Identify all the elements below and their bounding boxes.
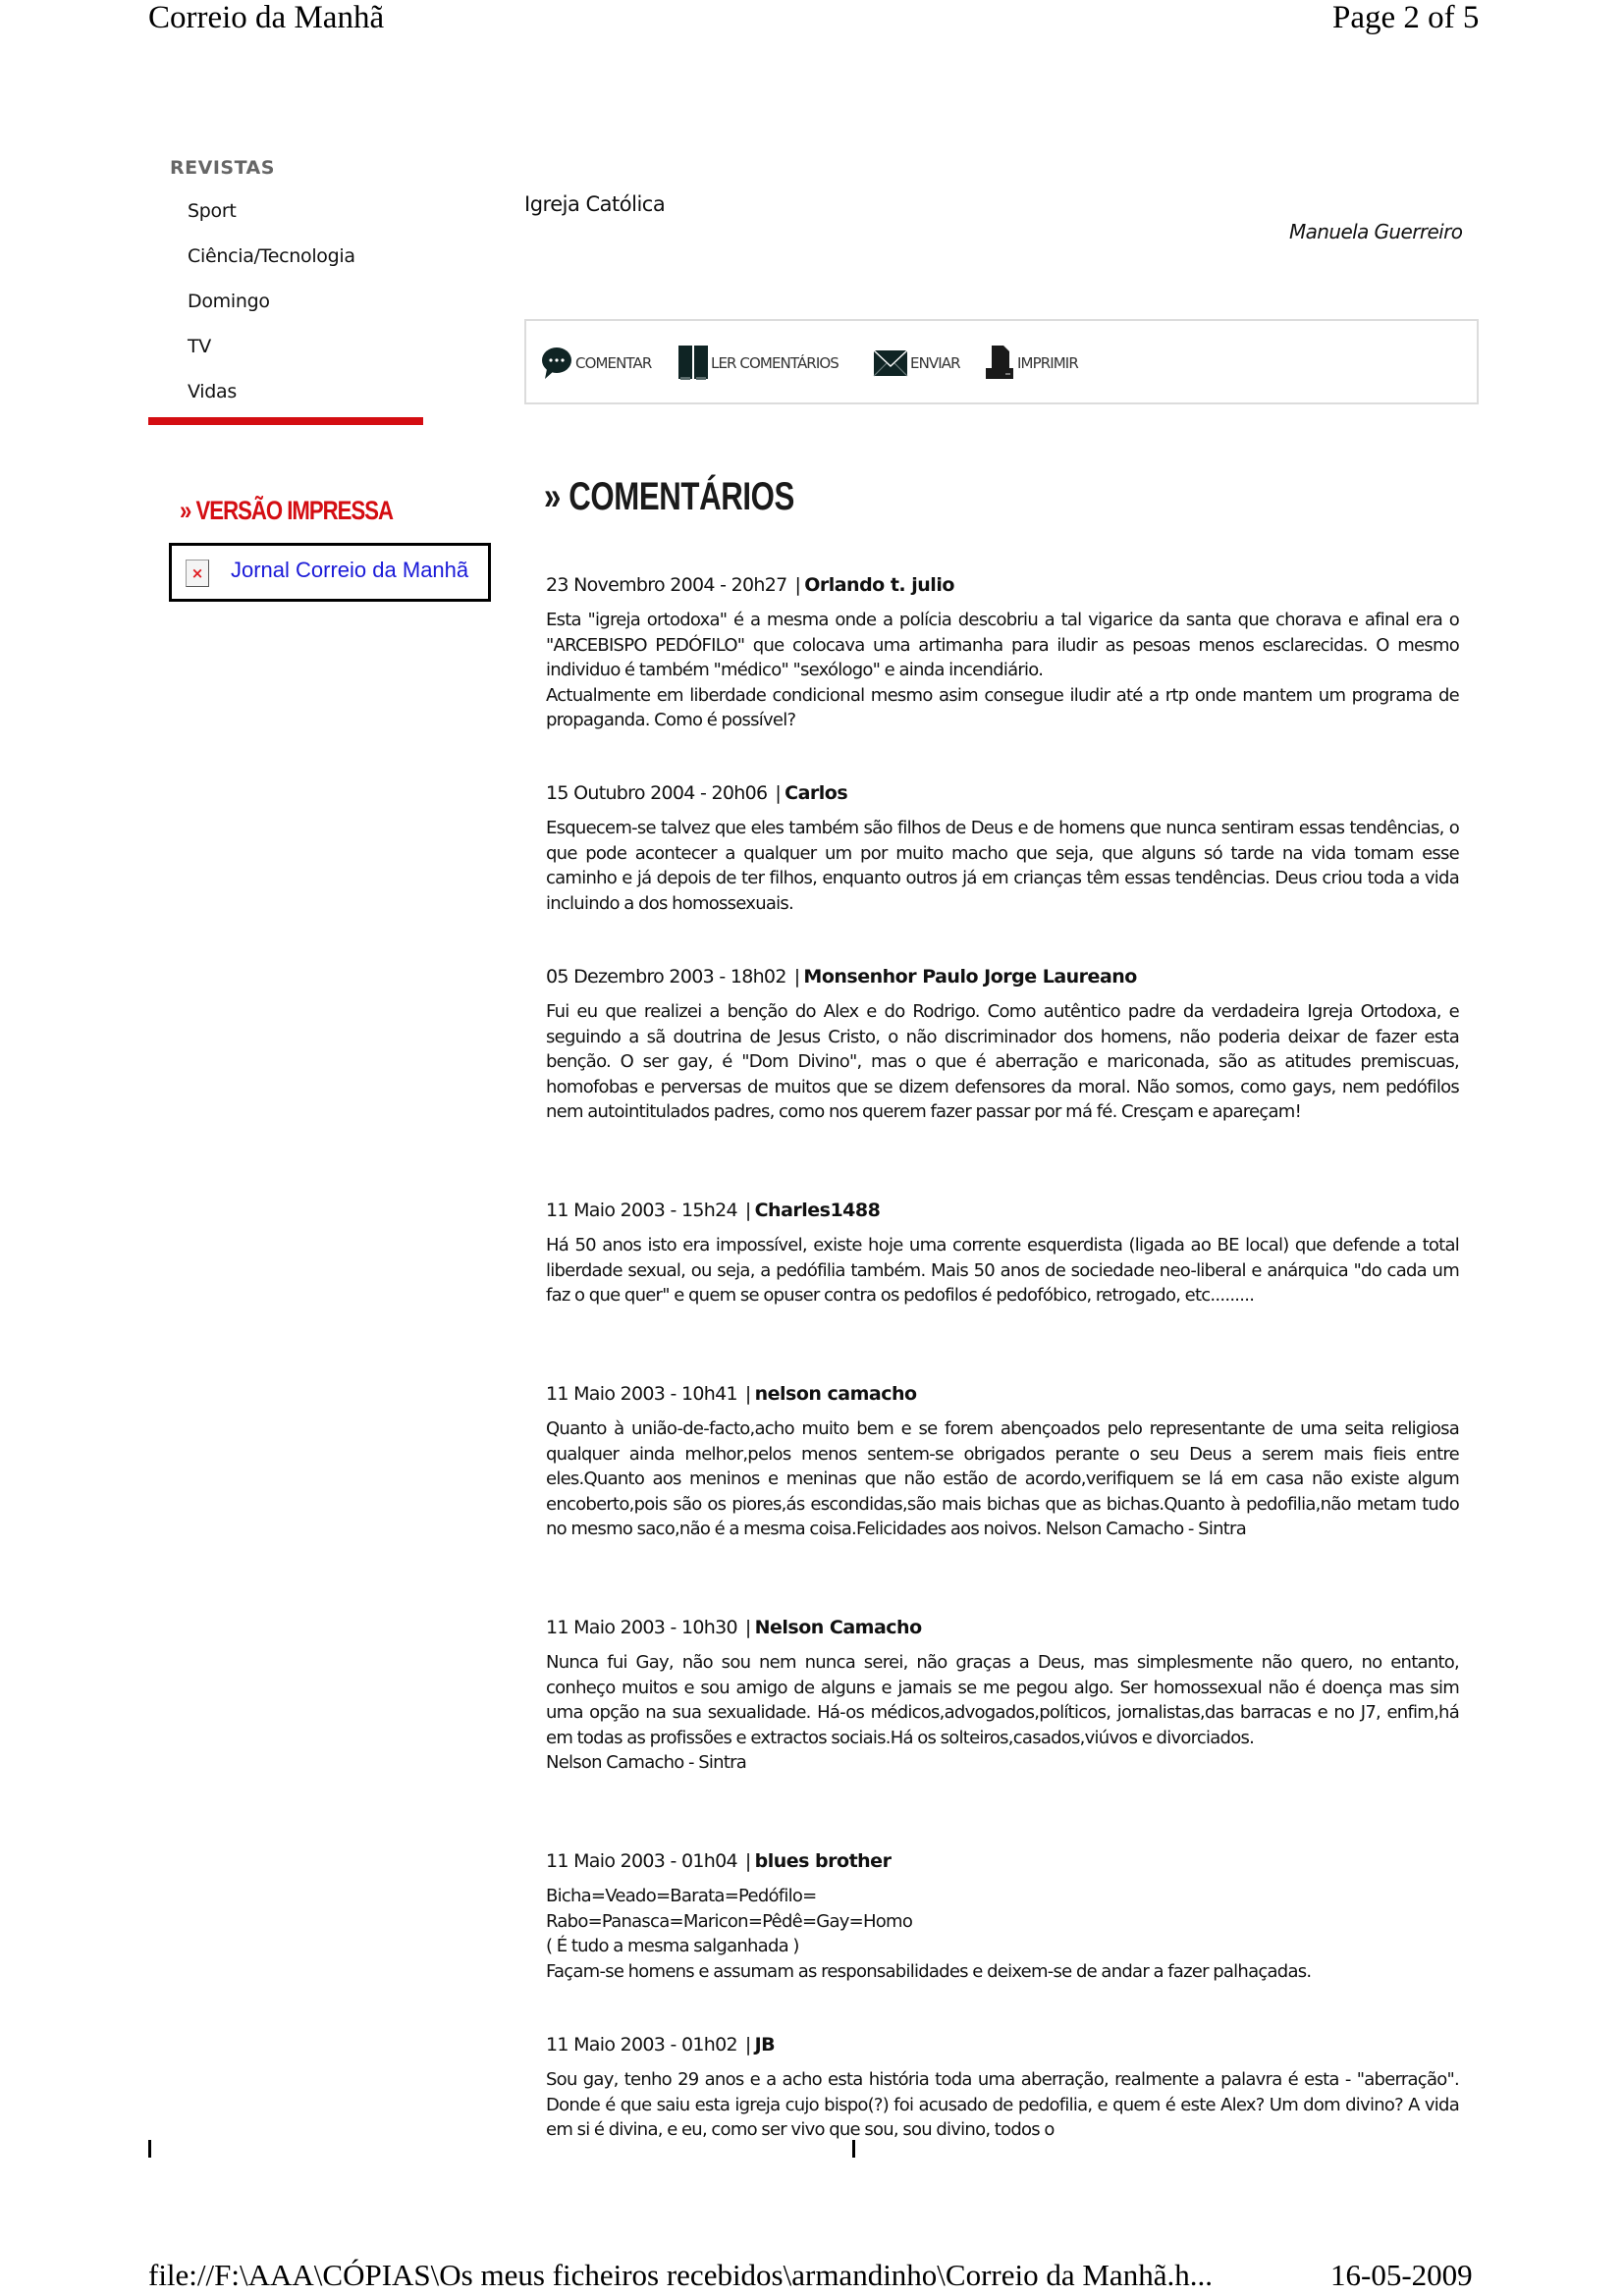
comentar-button[interactable]: [540, 345, 651, 382]
comment-date: 11 Maio 2003 - 10h41: [546, 1383, 737, 1405]
comment-text: Sou gay, tenho 29 anos e a acho esta história toda uma aberração, realmente a palavra é esta - "aberração". Donde é que saiu esta igreja cujo bispo(?) foi acusado de pedofilia, e quem é este Alex? Um dom divino? A vida em si é divina, e eu, como ser vivo que sou, sou divino, todos o: [546, 2069, 1459, 2140]
comment-separator: |: [744, 2034, 751, 2056]
comment-date: 15 Outubro 2004 - 20h06: [546, 782, 768, 804]
comment-text: Esta "igreja ortodoxa" é a mesma onde a polícia descobriu a tal vigarice da santa que chorava e afinal era o "ARCEBISPO PEDÓFILO" que colocava uma artimanha para iludir as pesoas menos esclarecidas. O mesmo individuo é também "médico" "sexólogo" e ainda incendiário. Actualmente em liberdade condicional mesmo asim consegue iludir até a rtp onde mantem um programa de propaganda. Como é possível?: [546, 610, 1459, 730]
comment-header: [546, 1617, 1459, 1638]
comment-author: Orlando t. julio: [804, 574, 954, 596]
comment-item: [546, 1617, 1459, 1776]
comment-text: Há 50 anos isto era impossível, existe hoje uma corrente esquerdista (ligada ao BE local) que defende a total liberdade sexual, ou seja, a pedófilia também. Mais 50 anos de sociedade neo-liberal e anárquica "do cada um faz o que quer" e quem se opuser contra os pedofilos é pedofóbico, retrogado, etc.........: [546, 1235, 1459, 1306]
sidebar-item-vidas[interactable]: Vidas: [188, 381, 237, 402]
comment-text: Nunca fui Gay, não sou nem nunca serei, não graças a Deus, mas simplesmente não quero, no entanto, conheço muitos e sou amigo de alguns e jamais se me pegou algo. Ser homossexual não é doença mas sim uma opção na sua sexualidade. Há-os médicos,advogados,políticos, jornalistas,das barracas e no J7, enfim,há em todas as profissões e extractos sociais.Há os solteiros,casados,viúvos e divorciados. Nelson Camacho - Sintra: [546, 1652, 1459, 1773]
page-indicator: Page 2 of 5: [1332, 0, 1480, 35]
comment-separator: |: [744, 1200, 751, 1221]
cutoff-mark: [148, 2140, 151, 2158]
enviar-button[interactable]: [873, 345, 960, 382]
comment-separator: |: [793, 966, 800, 988]
jornal-correio-link[interactable]: Jornal Correio da Manhã: [231, 558, 469, 582]
footer-file-path: file://F:\AAA\CÓPIAS\Os meus ficheiros recebidos\armandinho\Correio da Manhã.h...: [148, 2258, 1213, 2292]
comment-item: [546, 1850, 1459, 1984]
comment-date: 11 Maio 2003 - 15h24: [546, 1200, 737, 1221]
comment-author: JB: [754, 2034, 776, 2056]
comment-text: Quanto à união-de-facto,acho muito bem e se forem abençoados pelo representante de uma seita religiosa qualquer ainda melhor,pelos menos sentem-se obrigados perante o seu Deus a serem mais fieis entre eles.Quanto aos meninos e meninas que não estão de acordo,verifiquem se lá em casa não existe algum encoberto,pois são os piores,ás escondidas,são mais bichas que as bichas.Quanto à pedofilia,não metam tudo no mesmo saco,não é a mesma coisa.Felicidades aos noivos. Nelson Camacho - Sintra: [546, 1418, 1459, 1539]
comment-header: [546, 2034, 1459, 2056]
comment-text: Esquecem-se talvez que eles também são filhos de Deus e de homens que nunca sentiram essas tendências, o que pode acontecer a qualquer um por muito macho que seja, que alguns só tarde na vida tomam esse caminho e já depois de ter filhos, enquanto outros já em crianças têm essas tendências. Deus criou toda a vida incluindo a dos homossexuais.: [546, 818, 1459, 914]
article-section: Igreja Católica: [524, 192, 666, 216]
sidebar-item-domingo[interactable]: Domingo: [188, 291, 270, 312]
comment-item: [546, 574, 1459, 733]
comment-header: [546, 966, 1459, 988]
sidebar-item-tv[interactable]: TV: [188, 336, 212, 357]
comment-date: 11 Maio 2003 - 10h30: [546, 1617, 737, 1638]
print-version-title: » VERSÃO IMPRESSA: [180, 496, 394, 525]
comment-item: [546, 966, 1459, 1125]
comment-separator: |: [744, 1383, 751, 1405]
footer-date: 16-05-2009: [1330, 2258, 1473, 2292]
article-action-bar: [524, 319, 1479, 404]
comment-header: [546, 1200, 1459, 1221]
comment-item: [546, 2034, 1459, 2143]
article-author: Manuela Guerreiro: [1289, 220, 1463, 243]
comment-date: 11 Maio 2003 - 01h02: [546, 2034, 737, 2056]
document-title: Correio da Manhã: [148, 0, 385, 35]
comments-heading: » COMENTÁRIOS: [544, 475, 794, 518]
comment-header: [546, 574, 1459, 596]
comment-date: 23 Novembro 2004 - 20h27: [546, 574, 787, 596]
page-cutoff-artifacts: [148, 2140, 855, 2162]
comment-header: [546, 1383, 1459, 1405]
comment-author: Monsenhor Paulo Jorge Laureano: [803, 966, 1137, 988]
comment-separator: |: [744, 1850, 751, 1872]
comentar-label: COMENTAR: [575, 354, 652, 372]
comment-separator: |: [744, 1617, 751, 1638]
comment-text: Fui eu que realizei a benção do Alex e do Rodrigo. Como autêntico padre da verdadeira Igreja Ortodoxa, e seguindo a sã doutrina de Jesus Cristo, o não discriminador dos homens, não poderia deixar de fazer esta benção. O ser gay, é "Dom Divino", mas o que é aberração e mariconada, são as atitudes premiscuas, homofobas e perversas de muitos que se dizem defensores da moral. Não somos, como gays, nem pedófilos nem autointitulados padres, como nos querem fazer passar por má fé. Cresçam e apareçam!: [546, 1001, 1459, 1122]
comment-separator: |: [794, 574, 801, 596]
comment-author: Carlos: [785, 782, 848, 804]
printer-icon: [984, 345, 1015, 382]
print-version-box[interactable]: [169, 543, 491, 602]
comment-text: Bicha=Veado=Barata=Pedófilo= Rabo=Panasca=Maricon=Pêdê=Gay=Homo ( É tudo a mesma salganhada ) Façam-se homens e assumam as responsabilidades e deixem-se de andar a fazer palhaçadas.: [546, 1886, 1312, 1982]
comment-author: blues brother: [754, 1850, 892, 1872]
comment-item: [546, 782, 1459, 916]
sidebar-item-ciencia-tecnologia[interactable]: Ciência/Tecnologia: [188, 245, 355, 267]
ler-comentarios-label: LER COMENTÁRIOS: [711, 354, 839, 372]
sidebar-item-sport[interactable]: Sport: [188, 200, 237, 222]
ler-comentarios-button[interactable]: [677, 345, 839, 382]
comment-item: [546, 1383, 1459, 1542]
comment-date: 11 Maio 2003 - 01h04: [546, 1850, 737, 1872]
comment-item: [546, 1200, 1459, 1308]
broken-image-icon: ×: [186, 560, 209, 587]
speech-bubble-icon: [540, 346, 573, 381]
comment-header: [546, 782, 1459, 804]
imprimir-label: IMPRIMIR: [1017, 354, 1078, 372]
open-book-icon: [677, 345, 709, 382]
imprimir-button[interactable]: [984, 345, 1078, 382]
envelope-icon: [873, 347, 908, 379]
comment-author: nelson camacho: [754, 1383, 917, 1405]
comment-author: Nelson Camacho: [754, 1617, 922, 1638]
comment-header: [546, 1850, 1459, 1872]
comment-author: Charles1488: [754, 1200, 881, 1221]
comment-separator: |: [775, 782, 782, 804]
cutoff-mark: [852, 2140, 855, 2158]
comment-date: 05 Dezembro 2003 - 18h02: [546, 966, 786, 988]
enviar-label: ENVIAR: [910, 354, 960, 372]
sidebar-divider: [148, 417, 423, 425]
revistas-section-label: REVISTAS: [170, 157, 275, 179]
